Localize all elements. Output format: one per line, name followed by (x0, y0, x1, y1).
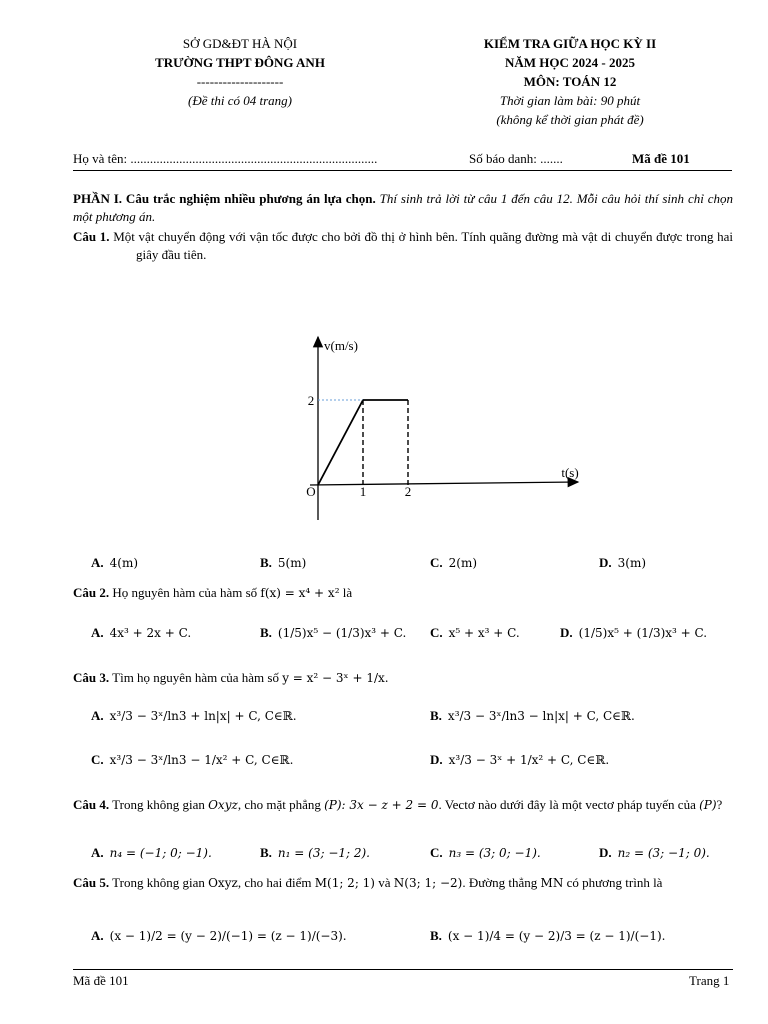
space-oxyz-q5: Oxyz (208, 876, 238, 890)
part1-heading (73, 190, 733, 226)
q1-option-d[interactable]: D. 3(m) (599, 555, 647, 570)
question-2 (73, 585, 352, 601)
q2-option-d[interactable]: D. (1/5)x⁵ + (1/3)x³ + C. (560, 625, 708, 640)
velocity-time-graph (290, 325, 579, 530)
exam-subject: MÔN: TOÁN 12 (523, 74, 617, 89)
student-id-field: Số báo danh: ....... (469, 151, 563, 166)
plane-equation: (P): 3x − z + 2 = 0 (324, 798, 439, 812)
q5-option-b[interactable]: B. (x − 1)/4 = (y − 2)/3 = (z − 1)/(−1). (430, 928, 666, 943)
exam-time-note: (không kể thời gian phát đề) (496, 112, 644, 127)
header-dashes: -------------------- (196, 74, 284, 89)
question-2-after: là (342, 585, 353, 600)
point-n: N(3; 1; −2) (393, 876, 463, 890)
student-name-field: Họ và tên: ............................................................................ (73, 151, 378, 166)
school-header (120, 34, 360, 110)
q5-option-a[interactable]: A. (x − 1)/2 = (y − 2)/(−1) = (z − 1)/(−3). (91, 928, 347, 943)
question-5-label: Câu 5. (73, 875, 110, 890)
x-tick-label-2: 2 (404, 484, 412, 499)
q3-option-a[interactable]: A. x³/3 − 3ˣ/ln3 + ln|x| + C, C∈ℝ. (91, 708, 297, 723)
header-divider (73, 170, 732, 171)
line-mn: MN (540, 876, 564, 890)
question-1-label: Câu 1. (73, 229, 110, 244)
plane-name: (P) (699, 798, 717, 812)
y-axis-label: v(m/s) (324, 338, 358, 353)
question-3 (73, 670, 389, 686)
department-name: SỞ GD&ĐT HÀ NỘI (182, 36, 298, 51)
question-3-label: Câu 3. (73, 670, 110, 685)
q2-option-a[interactable]: A. 4x³ + 2x + C. (91, 625, 192, 640)
footer-page-number: Trang 1 (689, 973, 730, 988)
question-4-label: Câu 4. (73, 797, 110, 812)
question-2-function: f(x) = x⁴ + x² (260, 586, 340, 600)
exam-code: Mã đề 101 (632, 151, 690, 166)
footer-divider (73, 969, 733, 970)
question-3-function: y = x² − 3ˣ + 1/x. (282, 671, 389, 685)
q2-option-b[interactable]: B. (1/5)x⁵ − (1/3)x³ + C. (260, 625, 407, 640)
origin-label: O (306, 484, 316, 499)
part1-instruction: Thí sinh trả lời từ câu 1 đến câu 12. Mỗi câu hỏi thí sinh chỉ chọn một phương án. (73, 191, 733, 224)
x-axis (310, 482, 578, 485)
q4-option-a[interactable]: A. n₄ = (−1; 0; −1). (91, 845, 212, 860)
q3-option-c[interactable]: C. x³/3 − 3ˣ/ln3 − 1/x² + C, C∈ℝ. (91, 752, 294, 767)
exam-header (440, 34, 700, 129)
space-oxyz: Oxyz (208, 798, 238, 812)
question-2-label: Câu 2. (73, 585, 110, 600)
q3-option-b[interactable]: B. x³/3 − 3ˣ/ln3 − ln|x| + C, C∈ℝ. (430, 708, 635, 723)
q4-option-b[interactable]: B. n₁ = (3; −1; 2). (260, 845, 370, 860)
q2-option-c[interactable]: C. x⁵ + x³ + C. (430, 625, 520, 640)
q3-option-d[interactable]: D. x³/3 − 3ˣ + 1/x² + C, C∈ℝ. (430, 752, 610, 767)
question-1 (73, 228, 733, 264)
point-m: M(1; 2; 1) (314, 876, 375, 890)
school-name: TRƯỜNG THPT ĐÔNG ANH (155, 55, 325, 70)
q1-option-a[interactable]: A. 4(m) (91, 555, 139, 570)
q1-option-c[interactable]: C. 2(m) (430, 555, 478, 570)
footer-exam-code: Mã đề 101 (73, 973, 129, 988)
exam-title: KIỂM TRA GIỮA HỌC KỲ II (483, 36, 657, 51)
exam-time: Thời gian làm bài: 90 phút (499, 93, 641, 108)
x-tick-label-1: 1 (359, 484, 367, 499)
question-5: Câu 5. Trong không gian Oxyz, cho hai điểm M(1; 2; 1) và N(3; 1; −2). Đường thẳng MN có phương trình là (73, 875, 663, 890)
pages-note: (Đề thi có 04 trang) (188, 93, 292, 108)
q4-option-c[interactable]: C. n₃ = (3; 0; −1). (430, 845, 541, 860)
question-4: Câu 4. Trong không gian Oxyz, cho mặt phẳng (P): 3x − z + 2 = 0. Vectơ nào dưới đây là một vectơ pháp tuyến của (P)? (73, 797, 723, 812)
x-axis-label: t(s) (561, 465, 579, 480)
part1-title: PHẦN I. Câu trắc nghiệm nhiều phương án lựa chọn. (73, 191, 376, 206)
q1-option-b[interactable]: B. 5(m) (260, 555, 307, 570)
y-tick-label-2: 2 (307, 393, 315, 408)
school-year: NĂM HỌC 2024 - 2025 (505, 55, 635, 70)
question-3-text: Tìm họ nguyên hàm của hàm số (109, 670, 283, 685)
question-1-text: Một vật chuyển động với vận tốc được cho bởi đồ thị ở hình bên. Tính quãng đường mà vật di chuyển được trong hai giây đầu tiên. (109, 229, 733, 262)
q4-option-d[interactable]: D. n₂ = (3; −1; 0). (599, 845, 710, 860)
question-2-text: Họ nguyên hàm của hàm số (109, 585, 261, 600)
